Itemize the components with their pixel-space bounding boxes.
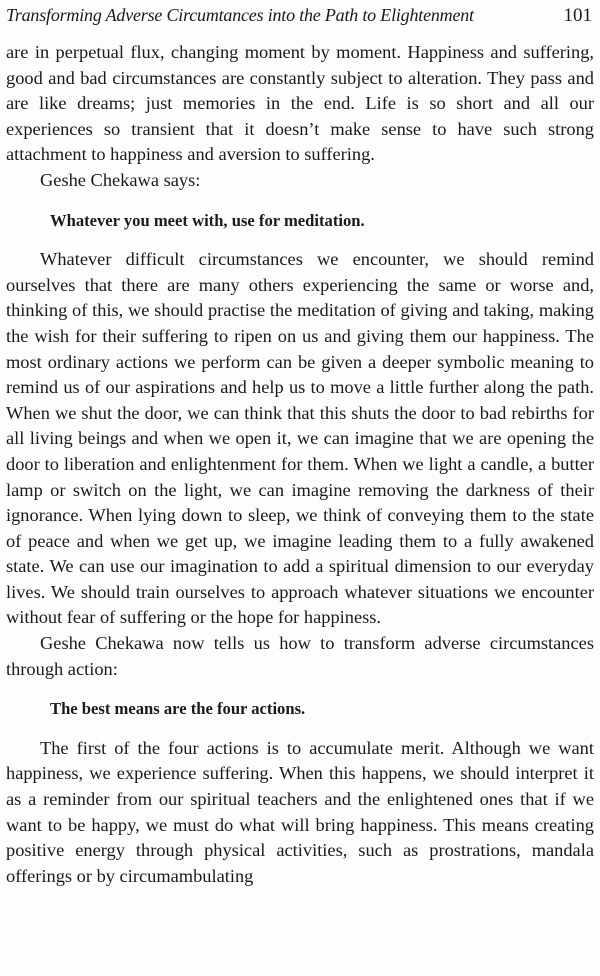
paragraph-continued: are in perpetual flux, changing moment by moment. Happiness and suffering, good and bad circumstances are constantly subject to alteration. They pass and are like dreams; just memories in the end. Life is so short and all our experiences so transient that it doesn’t make sense to have such strong attachment to happiness and aversion to suffering. bbox=[6, 42, 594, 165]
running-header bbox=[6, 2, 592, 28]
root-text-quote: Whatever you meet with, use for meditation. bbox=[50, 210, 365, 230]
running-title: Transforming Adverse Circumtances into the Path to Elightenment bbox=[6, 5, 474, 25]
page-number: 101 bbox=[563, 5, 592, 26]
paragraph: Whatever difficult circumstances we encounter, we should remind ourselves that there are many others experiencing the same or worse and, thinking of this, we should practise the meditation of giving and taking, making the wish for their suffering to ripen on us and giving them our happiness. The most ordinary actions we perform can be given a deeper symbolic meaning to remind us of our aspirations and help us to move a little further along the path. When we shut the door, we can think that this shuts the door to bad rebirths for all living beings and when we open it, we can imagine that we are opening the door to liberation and enlightenment for them. When we light a candle, a butter lamp or switch on the light, we can imagine removing the darkness of their ignorance. When lying down to sleep, we think of conveying them to the state of peace and when we get up, we imagine leading them to a fully awakened state. We can use our imagination to add a spiritual dimension to our everyday lives. We should train ourselves to approach whatever situations we encounter without fear of suffering or the hope for happiness. bbox=[6, 249, 594, 628]
paragraph-attribution: Geshe Chekawa says: bbox=[40, 169, 201, 190]
body-text bbox=[6, 40, 594, 889]
root-text-quote: The best means are the four actions. bbox=[50, 699, 306, 719]
paragraph-attribution: Geshe Chekawa now tells us how to transform adverse circumstances through action: bbox=[6, 633, 594, 679]
paragraph: The first of the four actions is to accumulate merit. Although we want happiness, we experience suffering. When this happens, we should interpret it as a reminder from our spiritual teachers and the enlightened ones that if we want to be happy, we must do what will bring happiness. This means creating positive energy through physical activities, such as prostrations, mandala offerings or by circumambulating bbox=[6, 737, 594, 886]
